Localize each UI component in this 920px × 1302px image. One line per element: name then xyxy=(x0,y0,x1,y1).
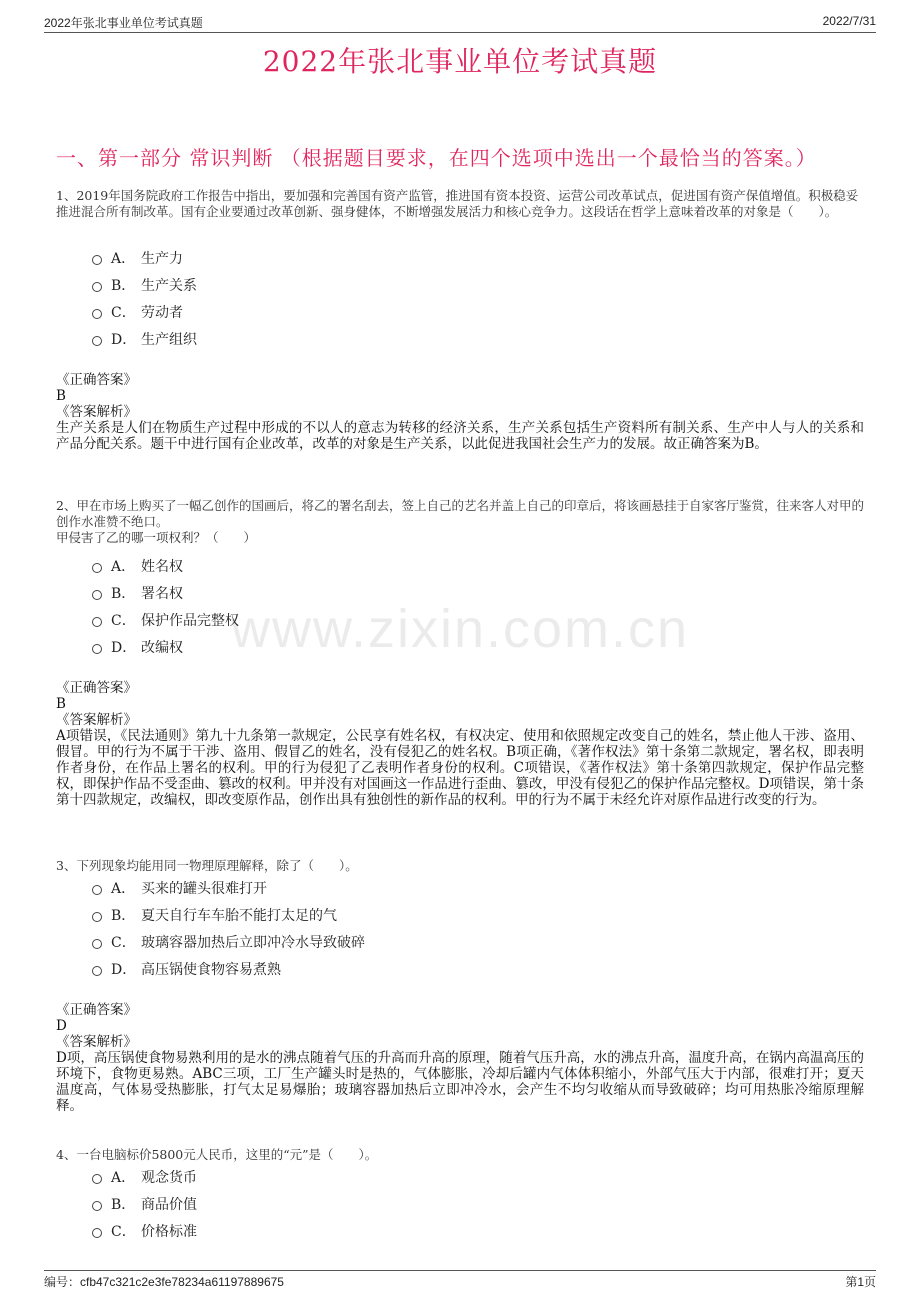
option-letter: C． xyxy=(111,612,136,629)
radio-icon[interactable] xyxy=(92,282,102,292)
radio-icon[interactable] xyxy=(92,1228,102,1238)
radio-icon[interactable] xyxy=(92,563,102,573)
option-letter: D． xyxy=(111,639,137,656)
analysis-label: 《答案解析》 xyxy=(56,712,137,728)
radio-icon[interactable] xyxy=(92,885,102,895)
option-letter: D． xyxy=(111,961,137,978)
page-footer xyxy=(44,1270,876,1295)
option-letter: A． xyxy=(111,1169,136,1186)
option-text: 价格标准 xyxy=(141,1223,197,1240)
question-1-stem: 1、2019年国务院政府工作报告中指出，要加强和完善国有资产监管，推进国有资本投资、运营公司改革试点，促进国有资产保值增值。积极稳妥推进混合所有制改革。国有企业要通过改革创新、强身健体，不断增强发展活力和核心竞争力。这段话在哲学上意味着改革的对象是（ ）。 xyxy=(56,188,859,219)
answer-value: D xyxy=(56,1018,67,1034)
option-text: 买来的罐头很难打开 xyxy=(141,880,267,897)
option-letter: C． xyxy=(111,934,136,951)
answer-label: 《正确答案》 xyxy=(56,680,137,696)
option-item[interactable] xyxy=(92,874,365,901)
option-item[interactable] xyxy=(92,1217,197,1244)
question-4-options xyxy=(92,1163,197,1244)
option-letter: A． xyxy=(111,250,136,267)
question-2-stem xyxy=(56,498,864,546)
option-text: 生产组织 xyxy=(141,331,197,348)
radio-icon[interactable] xyxy=(92,644,102,654)
option-letter: B． xyxy=(111,277,136,294)
option-text: 高压锅使食物容易煮熟 xyxy=(141,961,281,978)
answer-value: B xyxy=(56,696,66,712)
header-doc-title: 2022年张北事业单位考试真题 xyxy=(44,16,203,30)
question-1-answer-block xyxy=(56,372,864,452)
option-item[interactable] xyxy=(92,579,239,606)
radio-icon[interactable] xyxy=(92,966,102,976)
radio-icon[interactable] xyxy=(92,255,102,265)
analysis-text: 生产关系是人们在物质生产过程中形成的不以人的意志为转移的经济关系，生产关系包括生产资料所有制关系、生产中人与人的关系和产品分配关系。题干中进行国有企业改革，改革的对象是生产关系，以此促进我国社会生产力的发展。故正确答案为B。 xyxy=(56,420,864,452)
answer-label: 《正确答案》 xyxy=(56,372,137,388)
option-item[interactable] xyxy=(92,325,197,352)
option-letter: B． xyxy=(111,907,136,924)
analysis-label: 《答案解析》 xyxy=(56,1034,137,1050)
option-text: 劳动者 xyxy=(141,304,183,321)
radio-icon[interactable] xyxy=(92,309,102,319)
question-2-stem-text: 2、甲在市场上购买了一幅乙创作的国画后，将乙的署名刮去，签上自己的艺名并盖上自己的印章后，将该画悬挂于自家客厅鉴赏，往来客人对甲的创作水准赞不绝口。 xyxy=(56,498,864,529)
option-letter: A． xyxy=(111,880,136,897)
question-3-answer-block xyxy=(56,1002,864,1114)
option-text: 姓名权 xyxy=(141,558,183,575)
radio-icon[interactable] xyxy=(92,939,102,949)
option-letter: D． xyxy=(111,331,137,348)
option-item[interactable] xyxy=(92,552,239,579)
option-text: 生产关系 xyxy=(141,277,197,294)
watermark: www.zixin.com.cn xyxy=(230,599,690,659)
option-item[interactable] xyxy=(92,955,365,982)
answer-label: 《正确答案》 xyxy=(56,1002,137,1018)
option-item[interactable] xyxy=(92,271,197,298)
option-text: 观念货币 xyxy=(141,1169,197,1186)
footer-page-number: 第1页 xyxy=(845,1275,876,1289)
footer-doc-id: 编号：cfb47c321c2e3fe78234a61197889675 xyxy=(44,1275,284,1289)
option-item[interactable] xyxy=(92,298,197,325)
radio-icon[interactable] xyxy=(92,912,102,922)
option-text: 保护作品完整权 xyxy=(141,612,239,629)
option-letter: B． xyxy=(111,585,136,602)
question-3-options xyxy=(92,874,365,982)
option-letter: B． xyxy=(111,1196,136,1213)
option-item[interactable] xyxy=(92,606,239,633)
question-2-options xyxy=(92,552,239,660)
option-text: 商品价值 xyxy=(141,1196,197,1213)
option-letter: C． xyxy=(111,304,136,321)
question-4-stem: 4、一台电脑标价5800元人民币，这里的“元”是（ ）。 xyxy=(56,1147,378,1162)
radio-icon[interactable] xyxy=(92,1201,102,1211)
section-heading: 一、第一部分 常识判断 （根据题目要求，在四个选项中选出一个最恰当的答案。） xyxy=(56,146,817,170)
option-item[interactable] xyxy=(92,1163,197,1190)
question-1-options xyxy=(92,244,197,352)
answer-value: B xyxy=(56,388,66,404)
option-letter: C． xyxy=(111,1223,136,1240)
question-3-stem: 3、下列现象均能用同一物理原理解释，除了（ ）。 xyxy=(56,858,358,873)
option-text: 改编权 xyxy=(141,639,183,656)
option-text: 玻璃容器加热后立即冲冷水导致破碎 xyxy=(141,934,365,951)
page-header xyxy=(44,12,876,33)
analysis-text: A项错误，《民法通则》第九十九条第一款规定，公民享有姓名权，有权决定、使用和依照规定改变自己的姓名，禁止他人干涉、盗用、假冒。甲的行为不属于干涉、盗用、假冒乙的姓名，没有侵犯乙的姓名权。B项正确，《著作权法》第十条第二款规定，署名权，即表明作者身份，在作品上署名的权利。甲的行为侵犯了乙表明作者身份的权利。C项错误，《著作权法》第十条第四款规定，保护作品完整权，即保护作品不受歪曲、篡改的权利。甲并没有对国画这一作品进行歪曲、篡改，甲没有侵犯乙的保护作品完整权。D项错误，第十条第十四款规定，改编权，即改变原作品，创作出具有独创性的新作品的权利。甲的行为不属于未经允许对原作品进行改变的行为。 xyxy=(56,728,864,808)
option-letter: A． xyxy=(111,558,136,575)
radio-icon[interactable] xyxy=(92,1174,102,1184)
header-date: 2022/7/31 xyxy=(822,14,876,28)
option-item[interactable] xyxy=(92,928,365,955)
question-2-stem-prompt: 甲侵害了乙的哪一项权利？（ ） xyxy=(56,530,257,545)
option-item[interactable] xyxy=(92,901,365,928)
option-item[interactable] xyxy=(92,633,239,660)
analysis-label: 《答案解析》 xyxy=(56,404,137,420)
option-item[interactable] xyxy=(92,1190,197,1217)
option-text: 署名权 xyxy=(141,585,183,602)
analysis-text: D项，高压锅使食物易熟利用的是水的沸点随着气压的升高而升高的原理，随着气压升高，水的沸点升高，温度升高，在锅内高温高压的环境下，食物更易熟。ABC三项，工厂生产罐头时是热的，气体膨胀，冷却后罐内气体体积缩小，外部气压大于内部，很难打开；夏天温度高，气体易受热膨胀，打气太足易爆胎；玻璃容器加热后立即冲冷水，会产生不均匀收缩从而导致破碎；均可用热胀冷缩原理解释。 xyxy=(56,1050,864,1114)
question-2-answer-block xyxy=(56,680,864,808)
radio-icon[interactable] xyxy=(92,617,102,627)
radio-icon[interactable] xyxy=(92,336,102,346)
document-title: 2022年张北事业单位考试真题 xyxy=(262,45,658,78)
option-text: 生产力 xyxy=(141,250,183,267)
option-item[interactable] xyxy=(92,244,197,271)
radio-icon[interactable] xyxy=(92,590,102,600)
option-text: 夏天自行车车胎不能打太足的气 xyxy=(141,907,337,924)
